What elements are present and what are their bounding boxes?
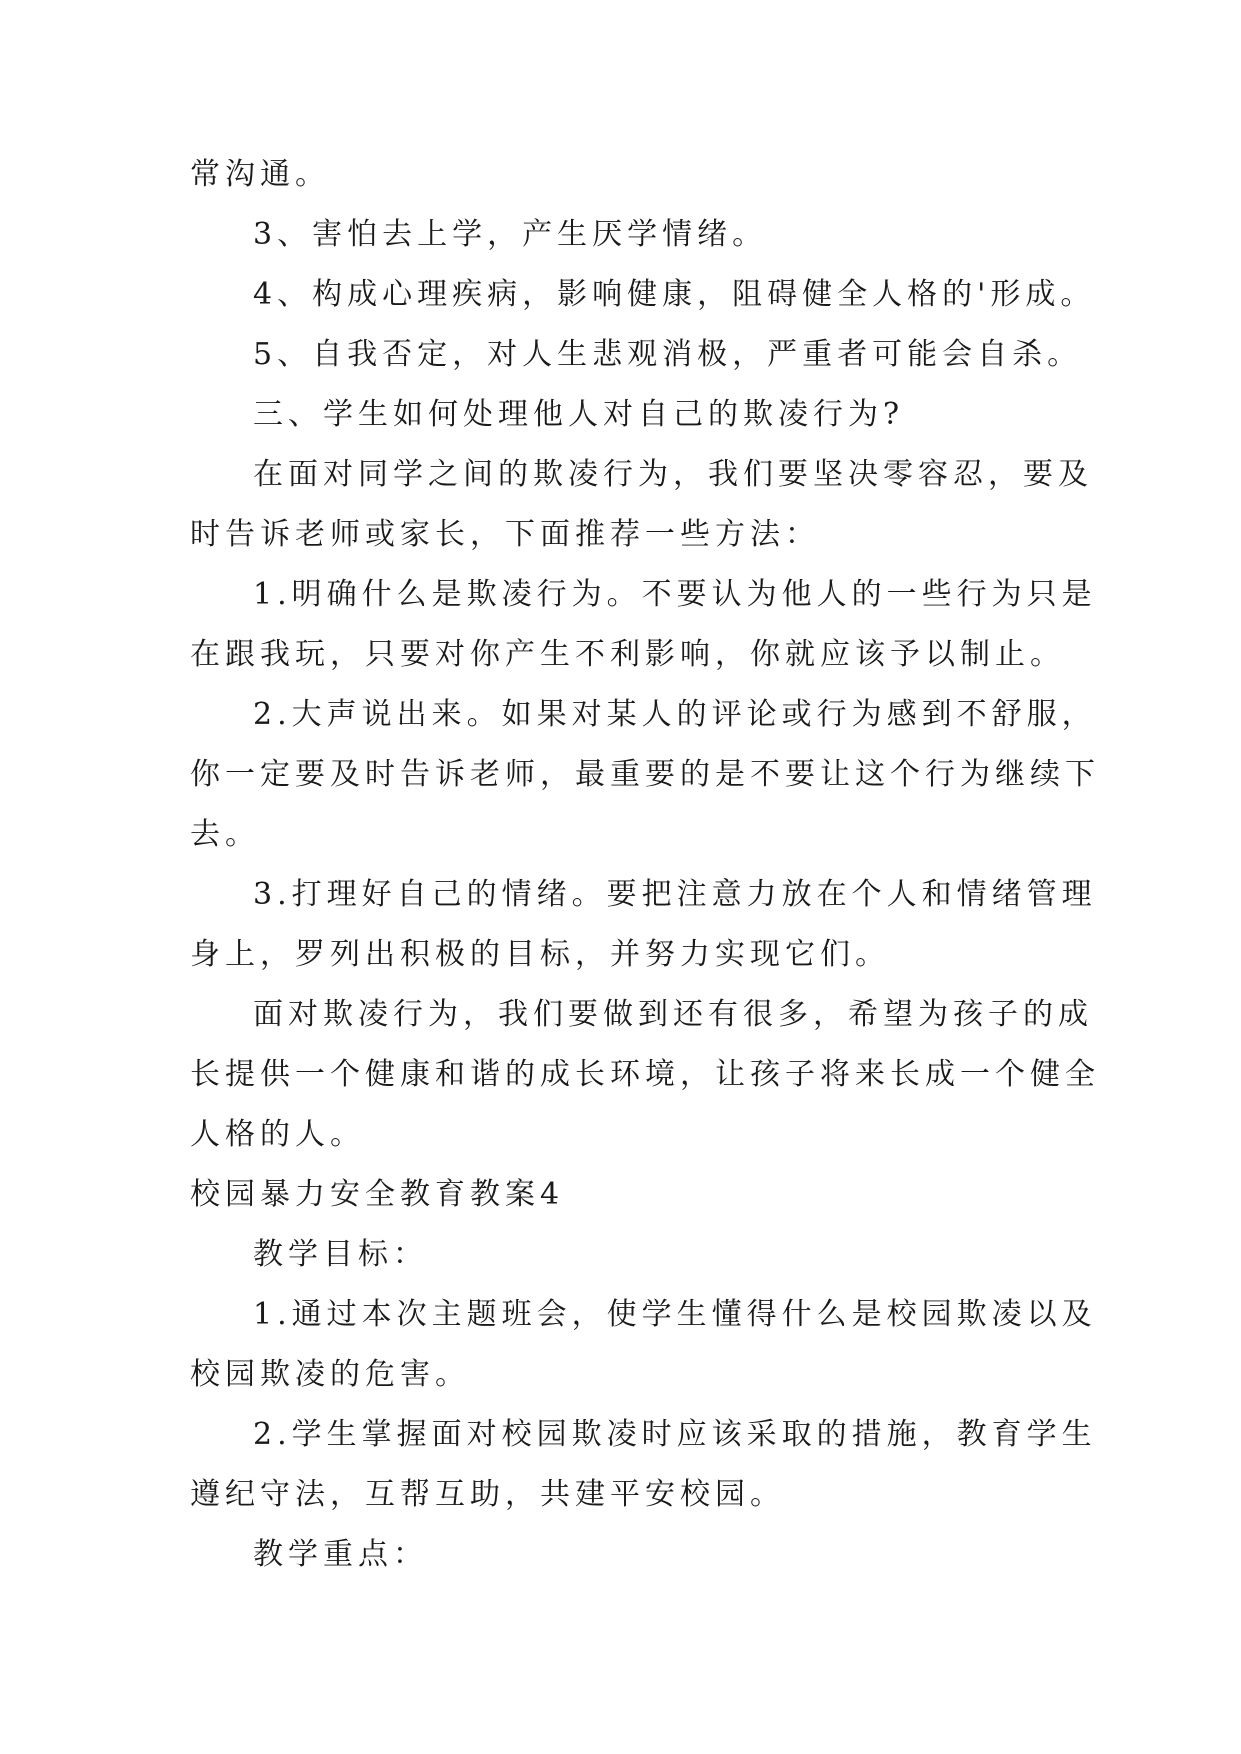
subheading: 教学重点： [253, 1537, 428, 1572]
text-line: 你一定要及时告诉老师，最重要的是不要让这个行为继续下 [190, 757, 1100, 792]
text-line: 3.打理好自己的情绪。要把注意力放在个人和情绪管理 [253, 877, 1097, 912]
text-line: 3、害怕去上学，产生厌学情绪。 [253, 217, 768, 252]
subheading: 教学目标： [253, 1237, 428, 1272]
text-line: 去。 [190, 817, 260, 852]
text-line: 校园欺凌的危害。 [190, 1357, 470, 1392]
text-line: 在跟我玩，只要对你产生不利影响，你就应该予以制止。 [190, 637, 1065, 672]
text-line: 长提供一个健康和谐的成长环境，让孩子将来长成一个健全 [190, 1057, 1100, 1092]
document-title: 校园暴力安全教育教案4 [190, 1177, 565, 1212]
text-line: 身上，罗列出积极的目标，并努力实现它们。 [190, 937, 890, 972]
text-line: 5、自我否定，对人生悲观消极，严重者可能会自杀。 [253, 337, 1083, 372]
text-line: 在面对同学之间的欺凌行为，我们要坚决零容忍，要及 [253, 457, 1093, 492]
text-line: 2.大声说出来。如果对某人的评论或行为感到不舒服， [253, 697, 1097, 732]
text-line: 1.明确什么是欺凌行为。不要认为他人的一些行为只是 [253, 577, 1097, 612]
text-line: 常沟通。 [190, 157, 330, 192]
text-line: 人格的人。 [190, 1117, 365, 1152]
section-heading: 三、学生如何处理他人对自己的欺凌行为? [253, 397, 905, 432]
text-line: 时告诉老师或家长，下面推荐一些方法： [190, 517, 820, 552]
text-line: 面对欺凌行为，我们要做到还有很多，希望为孩子的成 [253, 997, 1093, 1032]
text-line: 遵纪守法，互帮互助，共建平安校园。 [190, 1477, 785, 1512]
text-line: 1.通过本次主题班会，使学生懂得什么是校园欺凌以及 [253, 1297, 1097, 1332]
text-line: 4、构成心理疾病，影响健康，阻碍健全人格的'形成。 [253, 277, 1096, 312]
text-line: 2.学生掌握面对校园欺凌时应该采取的措施，教育学生 [253, 1417, 1097, 1452]
